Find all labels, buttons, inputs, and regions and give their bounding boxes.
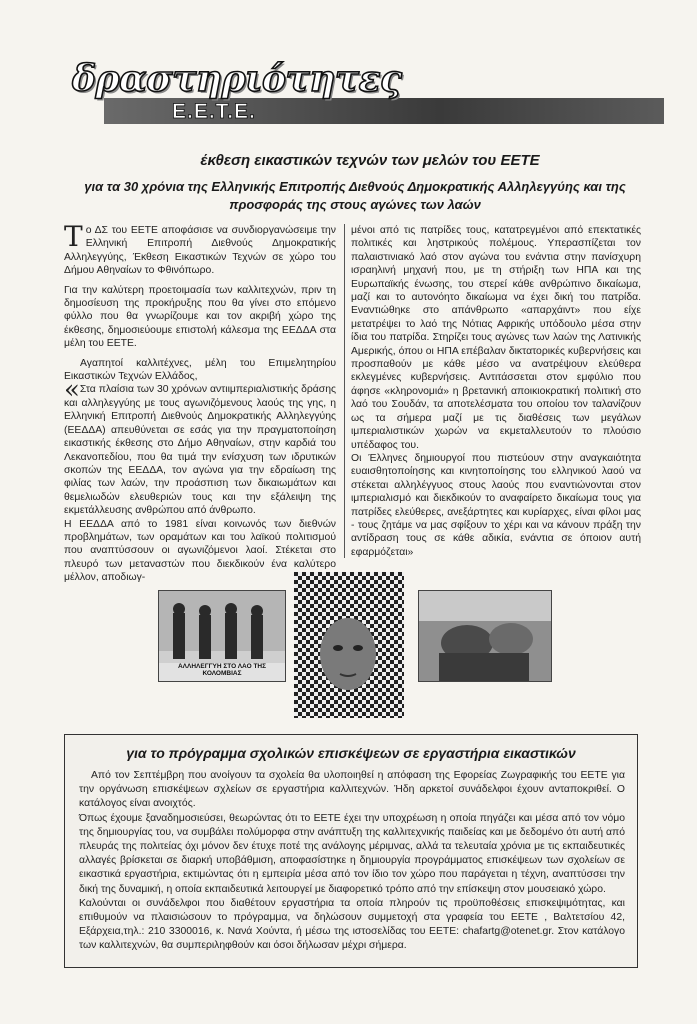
- article-title: έκθεση εικαστικών τεχνών των μελών του ΕΕΤΕ: [200, 152, 540, 169]
- right-column: [344, 224, 641, 558]
- open-quote: «: [64, 375, 80, 406]
- box-body: [79, 769, 625, 954]
- intro-paragraph: Το ΔΣ του ΕΕΤΕ αποφάσισε να συνδιοργανώσειμε την Ελληνική Επιτροπή Διεθνούς Δημοκρατικής Αλληλεγγύης, Έκθεση Εικαστικών Τεχνών σε χώρο του Δήμου Αθηναίων το Φθινόπωρο.: [64, 220, 336, 277]
- photo-colombia-solidarity: [158, 590, 286, 682]
- left-column: [64, 220, 337, 585]
- organization-name: Ε.Ε.Τ.Ε.: [172, 100, 256, 123]
- photo-protest: [418, 590, 552, 682]
- article-subtitle: για τα 30 χρόνια της Ελληνικής Επιτροπής Διεθνούς Δημοκρατικής Αλληλεγγύης και της προσφοράς της στους αγώνες των λαών: [84, 179, 626, 212]
- drop-cap: Τ: [64, 220, 83, 253]
- photo-child-keffiyeh: [294, 572, 404, 718]
- box-paragraph-1: Από τον Σεπτέμβρη που ανοίγουν τα σχολεία θα υλοποιηθεί η απόφαση της Εφορείας Ζωγραφικής του ΕΕΤΕ για την οργάνωση επισκέψεων σχλείων σε εργαστήρια καλλιτεχνών. Ήδη αρκετοί συνάδελφοι έχουν ανταποκριθεί. Ο κατάλογος είναι ανοιχτός.: [79, 770, 625, 810]
- letter-paragraph: «Στα πλαίσια των 30 χρόνων αντιιμπεριαλιστικής δράσης και αλληλεγγύης με τους αγωνιζόμενους λαούς της γης, η Ελληνική Επιτροπή Διεθνούς Δημοκρατικής Αλληλεγγύης (ΕΕΔΔΑ) απευθύνεται σε εσάς για την πραγματοποίηση εικαστικής έκθεσης στο Δήμο Αθηναίων, στην καρδιά του Λεκανοπεδίου, που θα τιμά την ενίσχυση των ιδρυτικών σκοπών της ΕΕΔΔΑ, τον αγώνα για την εδραίωση της φιλίας των λαών, την προάσπιση των δικαιωμάτων και θεμελιωδών ελευθεριών τους και την εξάλειψη της εκμετάλλευσης ανθρώπου από άνθρωπο.: [64, 375, 337, 517]
- eedda-paragraph: Η ΕΕΔΔΑ από το 1981 είναι κοινωνός των διεθνών προβλημάτων, των οραμάτων και του λαϊκού πολιτισμού που αναπτύσσουν οι αγωνιζόμενοι λαοί. Στέκεται στο πλευρό των μεταναστών που διεκδικούν ένα καλύτερο μέλλον, αποδιωγ-: [64, 518, 336, 584]
- box-paragraph-2: Όπως έχουμε ξαναδημοσιεύσει, θεωρώντας ότι το ΕΕΤΕ έχει την υποχρέωση η οποία πηγάζει και μέσα από τον νόμο της δημιουργίας του, να συμβάλει πολύμορφα στην ανάπτυξη της καλλιτεχνικής παιδείας και με δεδομένο ότι αυτή από πλευράς της πολιτείας όχι μόνον δεν έτυχε ποτέ της ανάλογης μέριμνας, αλλά τα τελευταία χρόνια με τις εκπαιδευτικές αλλαγές βρίσκεται σε διαρκή υποβάθμιση, αποφασίστηκε η δημιουργία προγράμματος επισκέψεων των σχολείων σε εικαστικά εργαστήρια, εκτιμώντας ότι η εμπειρία μέσα από τον ίδιο τον χώρο που παράγεται η τέχνη, αναπτύσσει την δική της δυναμική, η οποία εκπαιδευτικά λειτουργεί με διαφορετικό τρόπο από την επίσκεψη στον μουσειακό χώρο.: [79, 812, 625, 895]
- solidarity-paragraph: μένοι από τις πατρίδες τους, κατατρεγμένοι από επεκτατικές πολιτικές και ληστρικούς πολέμους. Υπερασπίζεται τον παλαιστινιακό λαό στον αγώνα του ενάντια στην πανίσχυρη ισραηλινή μηχανή που, με τη στήριξη των ΗΠΑ και της Ευρωπαϊκής ένωσης, του στερεί κάθε ανθρώπινο δικαίωμα, μαζί και το αυτονόητο δικαίωμα να έχει δική του πατρίδα. Εναντιώθηκε στο απάνθρωπο «απαρχάιντ» που είχε μετατρέψει το λαό της Νότιας Αφρικής υπόδουλο μέσα στην ίδια του πατρίδα. Στηρίζει τους αγώνες των λαών της Λατινικής Αμερικής, όπου οι ΗΠΑ επέβαλαν δικτατορικές κυβερνήσεις και προσπαθούν με κάθε μέσο να ανατρέψουν ελεύθερα εκλεγμένες κυβερνήσεις. Αντιτάσσεται στον εμφύλιο που άφησε «κληρονομιά» η βρετανική αποικιοκρατική πολιτική στο λαό του Σουδάν, τα αποτελέσματα του οποίου τον ταλανίζουν ως τα σήμερα μαζί με τις διαθέσεις των μεγάλων ιμπεριαλιστικών χωρών να εκμεταλλευτούν το πλούσιο υπέδαφος του.: [351, 225, 641, 451]
- box-paragraph-3: Καλούνται οι συνάδελφοι που διαθέτουν εργαστήρια τα οποία πληρούν τις προϋποθέσεις επισκεψιμότητας, και επιθυμούν να πλαισιώσουν το πρόγραμμα, να δηλώσουν συμμετοχή στα γραφεία του ΕΕΤΕ , Βαλτετσίου 42, Εξάρχεια,τηλ.: 210 3300016, κ. Νανά Χούντα, ή μέσω της ιστοσελίδας του ΕΕΤΕ: chafartg@otenet.gr. Στον κατάλογο των καλλιτεχνών, θα συμπεριληφθούν και όσοι δήλωσαν μέχρι σήμερα.: [79, 897, 625, 952]
- preparation-paragraph: Για την καλύτερη προετοιμασία των καλλιτεχνών, πριν τη δημοσίευση της προκήρυξης που θα γίνει στο επόμενο φύλλο που θα γνωρίζουμε και τον ακριβή χώρο της έκθεσης, δημοσιεύουμε επιστολή κάλεσμα της ΕΕΔΔΑ στα μέλη του ΕΕΤΕ.: [64, 284, 336, 350]
- child-portrait-image: [294, 572, 404, 718]
- greeting-paragraph: Αγαπητοί καλλιτέχνες, μέλη του Επιμελητηρίου Εικαστικών Τεχνών Ελλάδος,: [64, 357, 336, 383]
- section-title: δραστηριότητες: [72, 58, 402, 100]
- photo-caption: ΑΛΛΗΛΕΓΓΥΗ ΣΤΟ ΛΑΟ ΤΗΣ ΚΟΛΟΜΒΙΑΣ: [177, 663, 267, 677]
- protest-image: [419, 591, 551, 681]
- artists-paragraph: Οι Έλληνες δημιουργοί που πιστεύουν στην αναγκαιότητα ευαισθητοποίησης και κινητοποίησης του ελληνικού λαού να στέκεται αλληλέγγυος στους λαούς που εναντιώνονται στον ιμπεριαλισμό και διεκδικούν το αναφαίρετο δικαίωμα τους για πατρίδες ελεύθερες, ανεξάρτητες και κυρίαρχες, είναι φίλοι μας - τους ζητάμε να μας σφίξουν το χέρι και να κάνουν πράξη την αντίδραση τους σε κάθε αδικία, ενάντια σε όποιον αυτή εφαρμόζεται»: [351, 452, 641, 558]
- school-visits-box: [64, 734, 638, 968]
- box-title: για το πρόγραμμα σχολικών επισκέψεων σε εργαστήρια εικαστικών: [126, 745, 576, 761]
